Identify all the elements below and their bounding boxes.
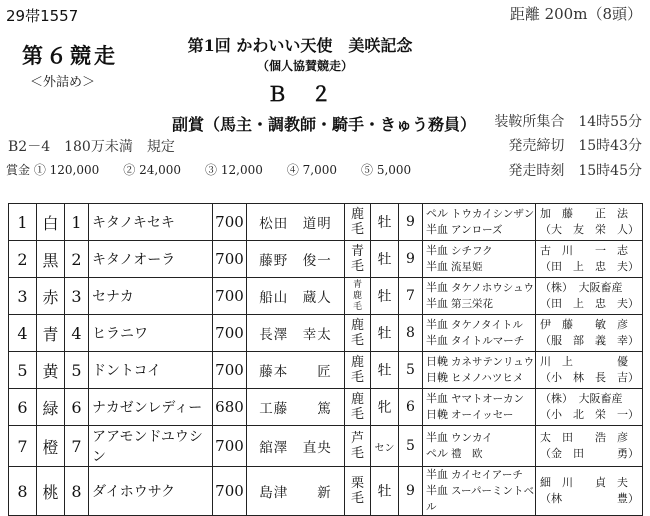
table-row [9,467,643,516]
horse-number: 5 [65,352,89,389]
coat-color: 青 毛 [345,241,371,278]
pedigree [423,352,536,389]
coat-color: 鹿 毛 [345,204,371,241]
dam-breed-tag: 日輓 [426,408,448,421]
cap-color: 赤 [37,278,65,315]
trainer-name: （株） 大阪畜産 [540,281,623,294]
horse-age: 6 [399,389,423,426]
horse-number: 8 [65,467,89,516]
horse-sex: 牡 [371,278,399,315]
assembly-time: 装鞍所集合 14時55分 [494,114,642,130]
carried-weight: 700 [213,241,247,278]
sire-line [426,430,535,446]
table-row [9,389,643,426]
horse-age: 9 [399,467,423,516]
carried-weight: 700 [213,467,247,516]
dam-name: 流星姫 [451,261,483,273]
dam-breed-tag: 半血 [426,297,448,310]
sire-breed-tag: 半血 [426,468,448,481]
cap-color: 黒 [37,241,65,278]
dam-line [426,446,535,462]
trainer-owner [536,352,643,389]
table-row [9,204,643,241]
jockey-name: 工藤 篤 [247,389,345,426]
sire-line [426,280,535,296]
dam-line [426,222,535,238]
trainer-name: 加 藤 正 法 [540,207,628,220]
horse-sex: 牡 [371,467,399,516]
dam-name: タイトルマーチ [451,335,525,347]
race-grade: Ｂ ２ [267,82,333,106]
table-row [9,426,643,467]
dam-name: ヒメノハツヒメ [451,372,524,384]
carried-weight: 700 [213,315,247,352]
cap-color: 青 [37,315,65,352]
horse-age: 5 [399,352,423,389]
owner-name: （金 田 勇） [540,447,639,460]
dam-breed-tag: 半血 [426,334,448,347]
dam-breed-tag: 半血 [426,223,448,236]
jockey-name: 島津 新 [247,467,345,516]
trainer-name: （株） 大阪畜産 [540,392,623,405]
coat-color: 青 鹿 毛 [345,278,371,315]
betting-close-time: 発売締切 15時43分 [508,138,642,154]
sire-line [426,391,535,407]
dam-line [426,407,535,423]
sire-name: トウカイシンザン [451,208,535,220]
coat-color: 鹿 毛 [345,389,371,426]
trainer-owner [536,204,643,241]
horse-number: 1 [65,204,89,241]
pedigree [423,426,536,467]
cap-color: 桃 [37,467,65,516]
dam-name: 禮 欧 [451,448,483,460]
pedigree [423,278,536,315]
post-number: 8 [9,467,37,516]
horse-age: 5 [399,426,423,467]
horse-name: アアモンドユウシン [89,426,213,467]
trainer-name: 太 田 浩 彦 [540,431,628,444]
post-number: 5 [9,352,37,389]
sire-breed-tag: 半血 [426,392,448,405]
cap-color: 緑 [37,389,65,426]
sire-breed-tag: 日輓 [426,355,448,368]
carried-weight: 700 [213,204,247,241]
horse-name: ナカゼンレディー [89,389,213,426]
trainer-name: 細 川 貞 夫 [540,476,628,489]
carried-weight: 700 [213,426,247,467]
coat-color: 鹿 毛 [345,352,371,389]
venue-note: ＜外詰め＞ [30,75,96,90]
sire-name: タケノタイトル [451,319,523,331]
sire-line [426,467,535,483]
horse-sex: 牡 [371,241,399,278]
trainer-owner [536,315,643,352]
pedigree [423,315,536,352]
horse-number: 6 [65,389,89,426]
owner-name: （田 上 忠 夫） [540,260,639,273]
horse-number: 3 [65,278,89,315]
dam-breed-tag: 半血 [426,260,448,273]
dam-breed-tag: 日輓 [426,371,448,384]
prize-money: 賞金 ① 120,000 ② 24,000 ③ 12,000 ④ 7,000 ⑤ 5,000 [6,163,412,177]
horse-number: 4 [65,315,89,352]
trainer-owner [536,278,643,315]
sire-breed-tag: 半血 [426,281,448,294]
horse-number: 2 [65,241,89,278]
distance-info: 距離 200m（8頭） [509,5,642,23]
horse-sex: 牡 [371,315,399,352]
carried-weight: 700 [213,278,247,315]
horse-name: ダイホウサク [89,467,213,516]
horse-name: ヒラニワ [89,315,213,352]
race-number: 第６競走 [22,43,118,68]
post-number: 2 [9,241,37,278]
dam-line [426,259,535,275]
horse-number: 7 [65,426,89,467]
sire-name: シチフク [451,245,493,257]
post-number: 7 [9,426,37,467]
horse-age: 9 [399,241,423,278]
sire-line [426,317,535,333]
owner-name: （小 林 長 吉） [540,371,639,384]
jockey-name: 松田 道明 [247,204,345,241]
sponsor-note: （個人協賛競走） [256,59,353,73]
horse-sex: 牝 [371,389,399,426]
sub-prize: 副賞（馬主・調教師・騎手・きゅう務員） [172,115,477,134]
horse-name: キタノオーラ [89,241,213,278]
sire-name: タケノホウシュウ [451,282,535,294]
table-row [9,241,643,278]
dam-line [426,483,535,515]
jockey-name: 船山 蔵人 [247,278,345,315]
cap-color: 黄 [37,352,65,389]
table-row [9,278,643,315]
trainer-name: 伊 藤 敏 彦 [540,318,628,331]
dam-name: オーイッセー [451,409,514,421]
sire-name: カイセイアーチ [451,469,523,481]
pedigree [423,467,536,516]
race-title: 第1回 かわいい天使 美咲記念 [187,36,413,55]
sire-line [426,243,535,259]
cap-color: 白 [37,204,65,241]
dam-name: アンローズ [451,224,503,236]
trainer-owner [536,389,643,426]
coat-color: 栗 毛 [345,467,371,516]
horse-name: キタノキセキ [89,204,213,241]
jockey-name: 藤野 俊一 [247,241,345,278]
trainer-name: 川 上 優 [540,355,628,368]
dam-breed-tag: 半血 [426,484,448,497]
coat-color: 鹿 毛 [345,315,371,352]
dam-line [426,333,535,349]
owner-name: （林 豊） [540,492,639,505]
trainer-owner [536,467,643,516]
sire-line [426,206,535,222]
sire-name: ウンカイ [451,432,493,444]
pedigree [423,204,536,241]
horse-sex: 牡 [371,204,399,241]
carried-weight: 680 [213,389,247,426]
sire-name: ヤマトオーカン [451,393,524,405]
post-time: 発走時刻 15時45分 [508,163,642,179]
dam-breed-tag: ペル [426,447,448,460]
cap-color: 橙 [37,426,65,467]
sire-line [426,354,535,370]
post-number: 3 [9,278,37,315]
horse-name: セナカ [89,278,213,315]
post-number: 4 [9,315,37,352]
dam-name: 第三栄花 [451,298,493,310]
horse-age: 7 [399,278,423,315]
dam-line [426,296,535,312]
sire-breed-tag: 半血 [426,244,448,257]
trainer-owner [536,241,643,278]
sire-breed-tag: 半血 [426,318,448,331]
pedigree [423,389,536,426]
table-row [9,315,643,352]
table-row [9,352,643,389]
dam-line [426,370,535,386]
sire-name: カネサテンリュウ [451,356,535,368]
horse-sex: セン [371,426,399,467]
owner-name: （大 友 栄 人） [540,223,639,236]
pedigree [423,241,536,278]
horse-sex: 牡 [371,352,399,389]
horse-age: 9 [399,204,423,241]
sire-breed-tag: 半血 [426,431,448,444]
trainer-owner [536,426,643,467]
jockey-name: 藤本 匠 [247,352,345,389]
carried-weight: 700 [213,352,247,389]
entry-rows [9,204,643,516]
document-id: 29帯1557 [6,7,79,25]
post-number: 6 [9,389,37,426]
horse-age: 8 [399,315,423,352]
sire-breed-tag: ペル [426,207,448,220]
horse-name: ドントコイ [89,352,213,389]
owner-name: （田 上 忠 夫） [540,297,639,310]
post-number: 1 [9,204,37,241]
trainer-name: 古 川 一 志 [540,244,628,257]
entry-table [8,203,643,516]
jockey-name: 舘澤 直央 [247,426,345,467]
owner-name: （小 北 栄 一） [540,408,639,421]
coat-color: 芦 毛 [345,426,371,467]
race-class: B2－4 180万未満 規定 [8,139,175,155]
jockey-name: 長澤 幸太 [247,315,345,352]
dam-name: スーパーミントベル [426,485,534,513]
owner-name: （服 部 義 幸） [540,334,639,347]
